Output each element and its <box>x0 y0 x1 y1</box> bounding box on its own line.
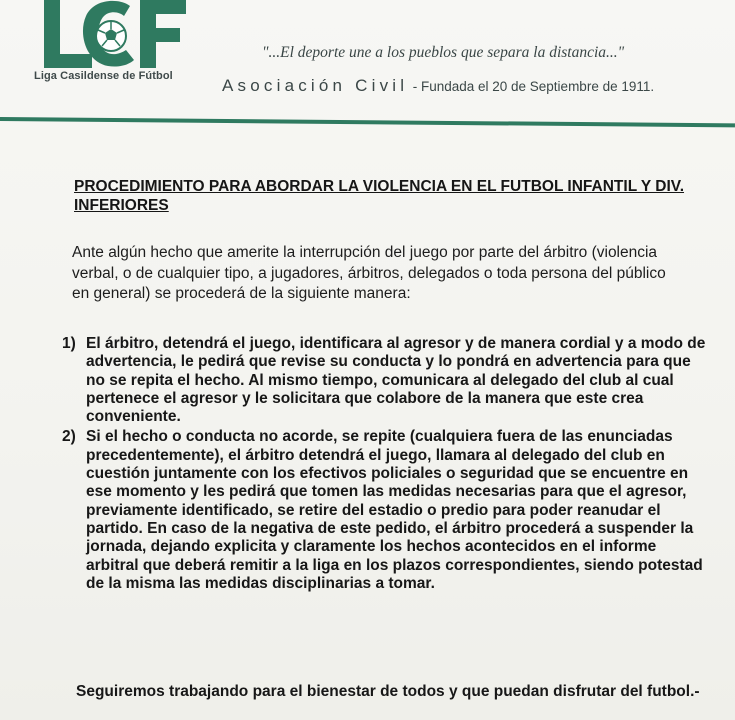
procedure-list <box>62 335 712 595</box>
intro-paragraph: Ante algún hecho que amerite la interrupción del juego por parte del árbitro (violencia verbal, o de cualquier tipo, a jugadores, árbitros, delegados o toda persona del público en general) se procederá de la siguiente manera: <box>72 244 666 302</box>
procedure-item <box>62 335 712 426</box>
letterhead <box>0 0 735 130</box>
lcf-logo <box>34 0 194 72</box>
soccer-ball-icon <box>96 21 126 51</box>
procedure-text: El árbitro, detendrá el juego, identificara al agresor y de manera cordial y a modo de advertencia, le pedirá que revise su conducta y lo pondrá en advertencia para que no se repita el hecho. Al mismo tiempo, comunicara al delegado del club al cual pertenece el agresor y le solicitara que colabore de la manera que este crea conveniente. <box>86 335 706 426</box>
league-name: Liga Casildense de Fútbol <box>34 70 173 82</box>
letterhead-divider <box>0 117 735 127</box>
association-line <box>222 76 654 96</box>
association-name: Asociación Civil <box>222 76 409 95</box>
procedure-number: 1) <box>62 335 76 352</box>
document-title: PROCEDIMIENTO PARA ABORDAR LA VIOLENCIA EN EL FUTBOL INFANTIL Y DIV. INFERIORES <box>74 178 685 214</box>
procedure-item <box>62 428 712 593</box>
closing-paragraph: Seguiremos trabajando para el bienestar de todos y que puedan disfrutar del futbol.- <box>76 683 700 700</box>
procedure-number: 2) <box>62 428 76 446</box>
procedure-text: Si el hecho o conducta no acorde, se repite (cualquiera fuera de las enunciadas precedentemente), el árbitro detendrá el juego, llamara al delegado del club en cuestión juntamente con los efectivos policiales o seguridad que se encuentre en ese momento y les pedirá que tomen las medidas necesarias para que el agresor, previamente identificado, se retire del estadio o predio para poder reanudar el partido. En caso de la negativa de este pedido, el árbitro procederá a suspender la jornada, dejando explicita y claramente los hechos acontecidos en el informe arbitral que deberá remitir a la liga en los plazos correspondientes, siendo potestad de la misma las medidas disciplinarias a tomar. <box>86 428 703 592</box>
founded-date: - Fundada el 20 de Septiembre de 1911. <box>412 79 655 94</box>
league-motto: "...El deporte une a los pueblos que separa la distancia..." <box>262 44 625 61</box>
